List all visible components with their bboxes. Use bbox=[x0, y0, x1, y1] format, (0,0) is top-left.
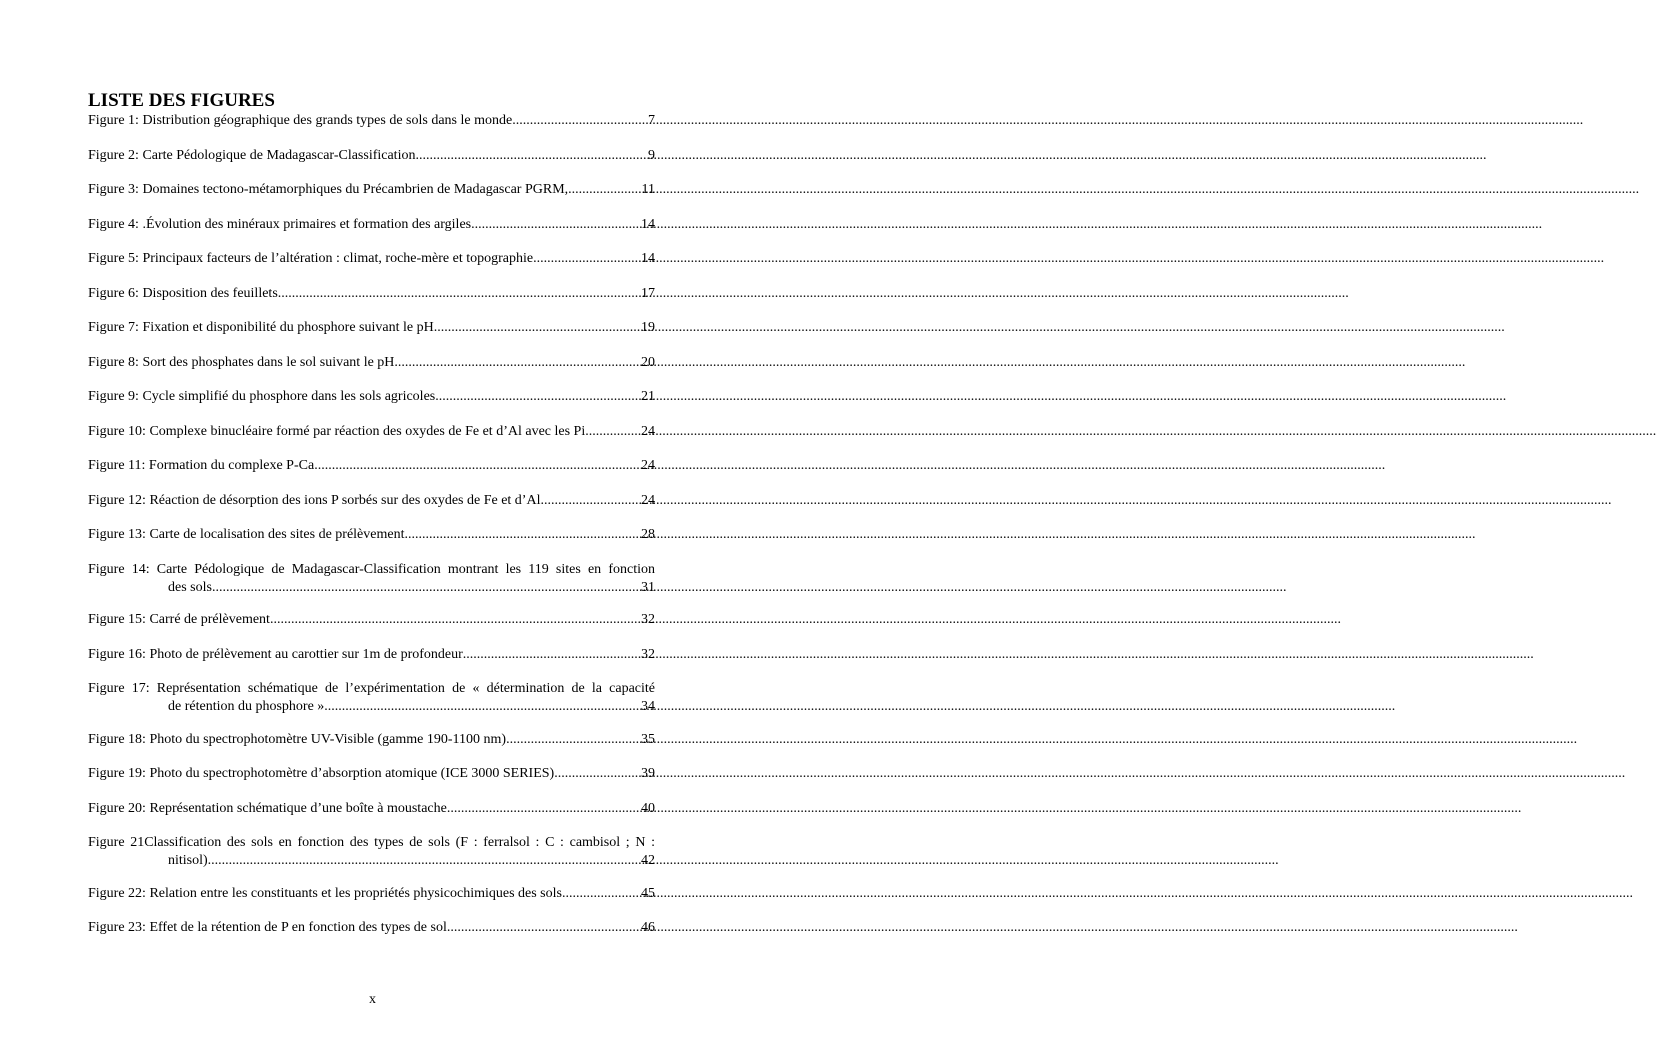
figure-entry[interactable] bbox=[88, 885, 655, 903]
figure-entry[interactable] bbox=[88, 765, 655, 783]
dot-leader bbox=[463, 646, 639, 664]
figure-entry-label: Figure 16: Photo de prélèvement au carottier sur 1m de profondeur bbox=[88, 646, 463, 662]
figure-entry-page-number: 14 bbox=[641, 216, 655, 232]
dot-leader bbox=[554, 765, 639, 783]
figure-entry[interactable] bbox=[88, 285, 655, 303]
figure-entry[interactable] bbox=[88, 526, 655, 544]
figure-entry-label: de rétention du phosphore » bbox=[168, 699, 325, 714]
figure-entry-page-number: 39 bbox=[641, 766, 655, 781]
figure-entry[interactable] bbox=[88, 181, 655, 199]
dot-leader bbox=[314, 457, 639, 475]
dot-leader bbox=[568, 181, 639, 199]
dot-leader bbox=[512, 112, 646, 130]
figure-entry-label: Figure 19: Photo du spectrophotomètre d’absorption atomique (ICE 3000 SERIES) bbox=[88, 766, 555, 781]
figure-entry-label: Figure 3: Domaines tectono-métamorphiques du Précambrien de Madagascar PGRM, bbox=[88, 182, 569, 197]
figure-entry-label: Figure 4: .Évolution des minéraux primaires et formation des argiles bbox=[88, 216, 472, 232]
figure-entry-label: Figure 22: Relation entre les constituants et les propriétés physicochimiques des sols bbox=[88, 885, 562, 901]
figure-entry-page-number: 7 bbox=[648, 113, 655, 128]
figure-entry[interactable] bbox=[88, 457, 655, 475]
figure-entry[interactable] bbox=[88, 354, 655, 372]
figure-entry-label-line1: Figure 14: Carte Pédologique de Madagascar-Classification montrant les 119 sites en fonction bbox=[88, 561, 655, 577]
figure-entry-label: Figure 18: Photo du spectrophotomètre UV-Visible (gamme 190-1100 nm) bbox=[88, 731, 507, 747]
figure-entry[interactable] bbox=[88, 561, 655, 597]
dot-leader bbox=[533, 250, 639, 268]
figure-entry[interactable] bbox=[88, 731, 655, 749]
figure-entry-label: Figure 8: Sort des phosphates dans le sol suivant le pH bbox=[88, 354, 395, 370]
figure-entry-page-number: 24 bbox=[641, 458, 655, 473]
dot-leader bbox=[585, 423, 639, 441]
figure-entry[interactable] bbox=[88, 611, 655, 629]
figure-entry-page-number: 21 bbox=[641, 389, 655, 404]
figure-entry-page-number: 14 bbox=[641, 251, 655, 266]
figure-entry[interactable] bbox=[88, 423, 655, 441]
figure-entry-page-number: 35 bbox=[641, 731, 655, 747]
dot-leader bbox=[324, 698, 639, 716]
dot-leader bbox=[450, 800, 639, 818]
figure-entry-page-number: 11 bbox=[641, 182, 655, 197]
figure-entry[interactable] bbox=[88, 112, 655, 130]
figure-entry-label: Figure 23: Effet de la rétention de P en fonction des types de sol bbox=[88, 920, 447, 935]
dot-leader bbox=[447, 919, 639, 937]
page-number: x bbox=[369, 992, 376, 1007]
dot-leader bbox=[215, 579, 639, 597]
figure-entry-page-number: 45 bbox=[641, 885, 655, 901]
figure-entry-label: Figure 20: Représentation schématique d’une boîte à moustache. bbox=[88, 800, 451, 816]
figure-entry-label: Figure 10: Complexe binucléaire formé par réaction des oxydes de Fe et d’Al avec les Pi bbox=[88, 423, 586, 439]
figure-entry-page-number: 42 bbox=[641, 853, 655, 868]
figure-entry-label: Figure 15: Carré de prélèvement bbox=[88, 612, 270, 627]
dot-leader bbox=[278, 285, 639, 303]
figure-entry-page-number: 46 bbox=[641, 920, 655, 935]
dot-leader bbox=[394, 354, 639, 372]
figure-entry-page-number: 9 bbox=[648, 147, 655, 163]
figure-entry-label: Figure 12: Réaction de désorption des ions P sorbés sur des oxydes de Fe et d’Al bbox=[88, 492, 541, 508]
figure-entry[interactable] bbox=[88, 680, 655, 716]
figure-list bbox=[88, 112, 655, 954]
figure-entry-page-number: 19 bbox=[641, 320, 655, 335]
figure-entry-page-number: 17 bbox=[641, 285, 655, 301]
dot-leader bbox=[540, 492, 639, 510]
figure-entry-label: Figure 2: Carte Pédologique de Madagascar-Classification bbox=[88, 147, 416, 163]
dot-leader bbox=[471, 216, 639, 234]
dot-leader bbox=[415, 147, 646, 165]
figure-entry[interactable] bbox=[88, 319, 655, 337]
figure-entry[interactable] bbox=[88, 800, 655, 818]
figure-entry-page-number: 28 bbox=[641, 527, 655, 542]
dot-leader bbox=[562, 885, 639, 903]
figure-entry-page-number: 24 bbox=[641, 492, 655, 508]
figure-entry[interactable] bbox=[88, 834, 655, 870]
figure-entry-page-number: 34 bbox=[641, 699, 655, 714]
dot-leader bbox=[506, 731, 639, 749]
dot-leader bbox=[435, 388, 639, 406]
figure-entry[interactable] bbox=[88, 147, 655, 165]
figure-entry-page-number: 31 bbox=[641, 579, 655, 595]
figure-entry[interactable] bbox=[88, 492, 655, 510]
figure-entry-page-number: 40 bbox=[641, 800, 655, 816]
figure-entry-label: des sols. bbox=[168, 579, 216, 595]
figure-entry[interactable] bbox=[88, 250, 655, 268]
figure-entry-label: Figure 9: Cycle simplifié du phosphore dans les sols agricoles bbox=[88, 389, 436, 404]
figure-entry-page-number: 20 bbox=[641, 354, 655, 370]
figure-entry-label: Figure 13: Carte de localisation des sites de prélèvement bbox=[88, 527, 405, 542]
figure-entry-label: Figure 1: Distribution géographique des grands types de sols dans le monde bbox=[88, 113, 513, 128]
figure-entry-label: Figure 5: Principaux facteurs de l’altération : climat, roche-mère et topographie bbox=[88, 251, 534, 266]
figure-entry-label: Figure 7: Fixation et disponibilité du phosphore suivant le pH bbox=[88, 320, 434, 335]
figure-entry[interactable] bbox=[88, 919, 655, 937]
figure-entry-label: Figure 11: Formation du complexe P-Ca bbox=[88, 458, 315, 473]
figure-entry[interactable] bbox=[88, 216, 655, 234]
figure-entry[interactable] bbox=[88, 646, 655, 664]
figure-entry-label-line1: Figure 21Classification des sols en fonction des types de sols (F : ferralsol : C : cambisol ; N : bbox=[88, 835, 655, 850]
dot-leader bbox=[270, 611, 639, 629]
page-title: LISTE DES FIGURES bbox=[88, 90, 275, 111]
document-page bbox=[0, 0, 745, 1053]
dot-leader bbox=[404, 526, 639, 544]
figure-entry-label: nitisol) bbox=[168, 853, 208, 868]
figure-entry-label-line1: Figure 17: Représentation schématique de l’expérimentation de « détermination de la capacité bbox=[88, 681, 655, 696]
figure-entry[interactable] bbox=[88, 388, 655, 406]
figure-entry-page-number: 32 bbox=[641, 646, 655, 662]
figure-entry-page-number: 24 bbox=[641, 423, 655, 439]
figure-entry-label: Figure 6: Disposition des feuillets bbox=[88, 285, 278, 301]
dot-leader bbox=[434, 319, 639, 337]
dot-leader bbox=[208, 852, 639, 870]
figure-entry-page-number: 32 bbox=[641, 612, 655, 627]
